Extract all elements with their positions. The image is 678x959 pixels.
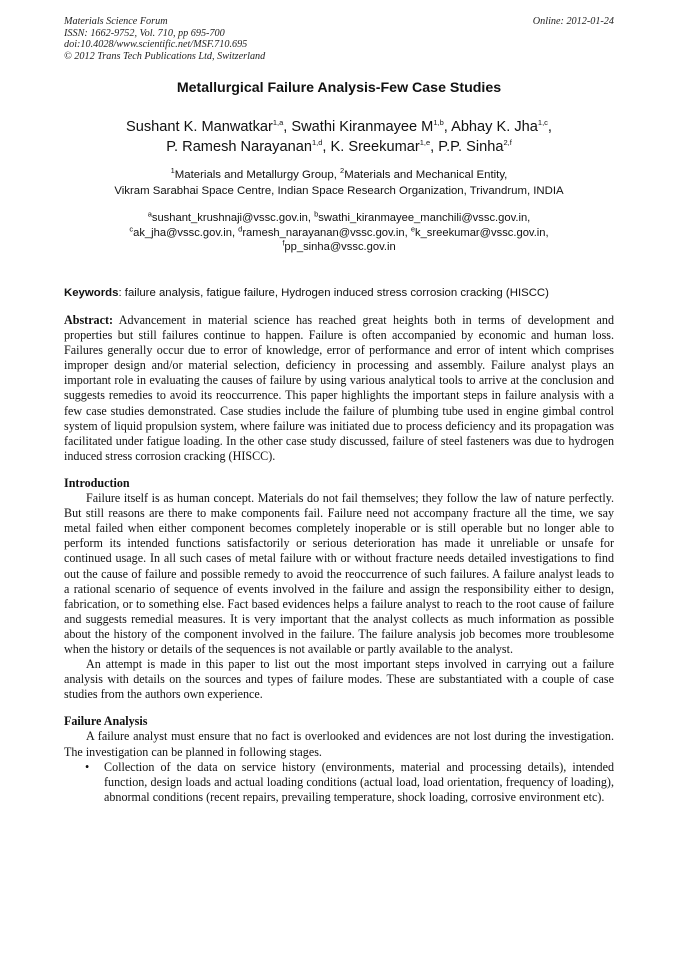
author-name: P. Ramesh Narayanan: [166, 139, 312, 155]
author-superscript: 1,c: [537, 118, 548, 128]
author-name: , P.P. Sinha: [430, 139, 504, 155]
affiliation-text: Materials and Metallurgy Group,: [174, 169, 341, 181]
failure-analysis-paragraph-1: A failure analyst must ensure that no fact is overlooked and evidences are not lost during the investigation. The investigation can be planned in following stages.: [64, 729, 614, 759]
list-item-text: Collection of the data on service history (environments, material and processing details), intended function, design loads and actual loading conditions (actual load, load orientation, frequency of loading), abnormal conditions (recent repairs, prevailing temperature, shock loading, corrosive environment etc).: [104, 759, 614, 804]
failure-analysis-steps: [64, 760, 614, 805]
keywords-label: Keywords: [64, 287, 119, 299]
copyright-line: © 2012 Trans Tech Publications Ltd, Switzerland: [64, 50, 266, 62]
paper-title: Metallurgical Failure Analysis-Few Case Studies: [176, 80, 502, 96]
author-superscript: 1,b: [433, 118, 444, 128]
author-superscript: 1,d: [311, 138, 323, 148]
email-address: k_sreekumar@vssc.gov.in,: [414, 226, 549, 239]
introduction-heading: Introduction: [64, 475, 130, 490]
paper-body: [64, 313, 614, 805]
affiliation-text: Materials and Mechanical Entity,: [344, 169, 508, 181]
email-address: pp_sinha@vssc.gov.in: [284, 241, 396, 253]
affiliation-superscript: 2: [340, 166, 345, 176]
doi-line: doi:10.4028/www.scientific.net/MSF.710.695: [64, 39, 248, 51]
online-date: Online: 2012-01-24: [532, 16, 614, 27]
abstract-label: Abstract:: [64, 313, 114, 327]
affiliation-superscript: 1: [170, 166, 175, 176]
affiliation-institution: Vikram Sarabhai Space Centre, Indian Space Research Organization, Trivandrum, INDIA: [114, 185, 564, 197]
author-name: , Swathi Kiranmayee M: [283, 119, 434, 135]
email-superscript: a: [147, 209, 152, 219]
author-list: [64, 117, 614, 157]
author-separator: ,: [547, 119, 552, 135]
email-superscript: f: [282, 238, 285, 248]
email-address: ak_jha@vssc.gov.in,: [133, 226, 239, 239]
author-superscript: 1,a: [272, 118, 284, 128]
email-address: ramesh_narayanan@vssc.gov.in,: [242, 226, 411, 239]
journal-name: Materials Science Forum: [64, 16, 168, 27]
issn-line: ISSN: 1662-9752, Vol. 710, pp 695-700: [64, 27, 225, 39]
email-address: sushant_krushnaji@vssc.gov.in,: [151, 212, 315, 224]
introduction-paragraph-2: An attempt is made in this paper to list out the most important steps involved in carrying out a failure analysis with details on the sources and types of failure modes. These are substantiated with a couple of case studies from the authors own experience.: [64, 657, 614, 702]
bullet-icon: •: [85, 759, 90, 774]
email-address: swathi_kiranmayee_manchili@vssc.gov.in,: [318, 212, 531, 224]
keywords-line: [64, 287, 614, 299]
email-superscript: b: [314, 209, 319, 219]
author-emails: [64, 211, 614, 255]
author-name: , K. Sreekumar: [322, 139, 420, 155]
email-superscript: c: [129, 223, 134, 233]
failure-analysis-heading: Failure Analysis: [64, 714, 148, 729]
affiliations: [64, 167, 614, 199]
author-superscript: 2,f: [503, 138, 512, 148]
email-superscript: d: [238, 223, 243, 233]
abstract-text: Advancement in material science has reached great heights both in terms of development and properties but still failures continue to happen. Failure is often accompanied by economic and human loss. Failures generally occur due to error of knowledge, error of performance and error of intent which comprises improper design and/or material selection, deficiency in processing and assembly. Failure analyst plays an important role in evaluating the causes of failure by using various analytical tools to arrive at the conclusion and suggests remedies to avoid its reoccurrence. This paper highlights the important steps in failure analysis with a few case studies demonstrated. Case studies include the failure of plumbing tube used in engine gimbal control system of liquid propulsion system, where failure was initiated due to process deficiency and its propagation was facilitated under fatigue loading. In the other case study discussed, failure of steel fasteners was due to hydrogen induced stress corrosion cracking (HISCC).: [64, 313, 614, 463]
keywords-text: : failure analysis, fatigue failure, Hydrogen induced stress corrosion cracking (HISCC): [118, 287, 549, 299]
abstract-paragraph: [64, 313, 614, 464]
author-name: , Abhay K. Jha: [443, 119, 538, 135]
journal-header: [64, 16, 614, 62]
list-item: [85, 759, 614, 805]
author-name: Sushant K. Manwatkar: [126, 119, 273, 135]
introduction-paragraph-1: Failure itself is as human concept. Materials do not fail themselves; they follow the law of nature perfectly. But still reasons are there to make components fail. Failure need not accompany fracture all the time, we say metal failed when either component becomes completely inoperable or is still operable but no longer able to perform its intended functions satisfactorily or serious deterioration has made it unreliable or unsafe for continued usage. In all such cases of metal failure with or without fracture needs detailed investigations to find out the cause of failure and possible remedy to avoid the reoccurrence of such failures. A failure analyst leads to a rational scenario of sequence of events involved in the failure and assign the responsibility either to design, fabrication, or to something else. Fact based evidences helps a failure analyst to reach to the root cause of failure and suggests remedial measures. It is very important that the analyst collects as much information as possible about the history of the component involved in the failure. The failure analysis job becomes more troublesome when the history or details of the sequences is not available or partly available to the analyst.: [64, 491, 614, 656]
email-superscript: e: [410, 223, 415, 233]
author-superscript: 1,e: [419, 138, 431, 148]
